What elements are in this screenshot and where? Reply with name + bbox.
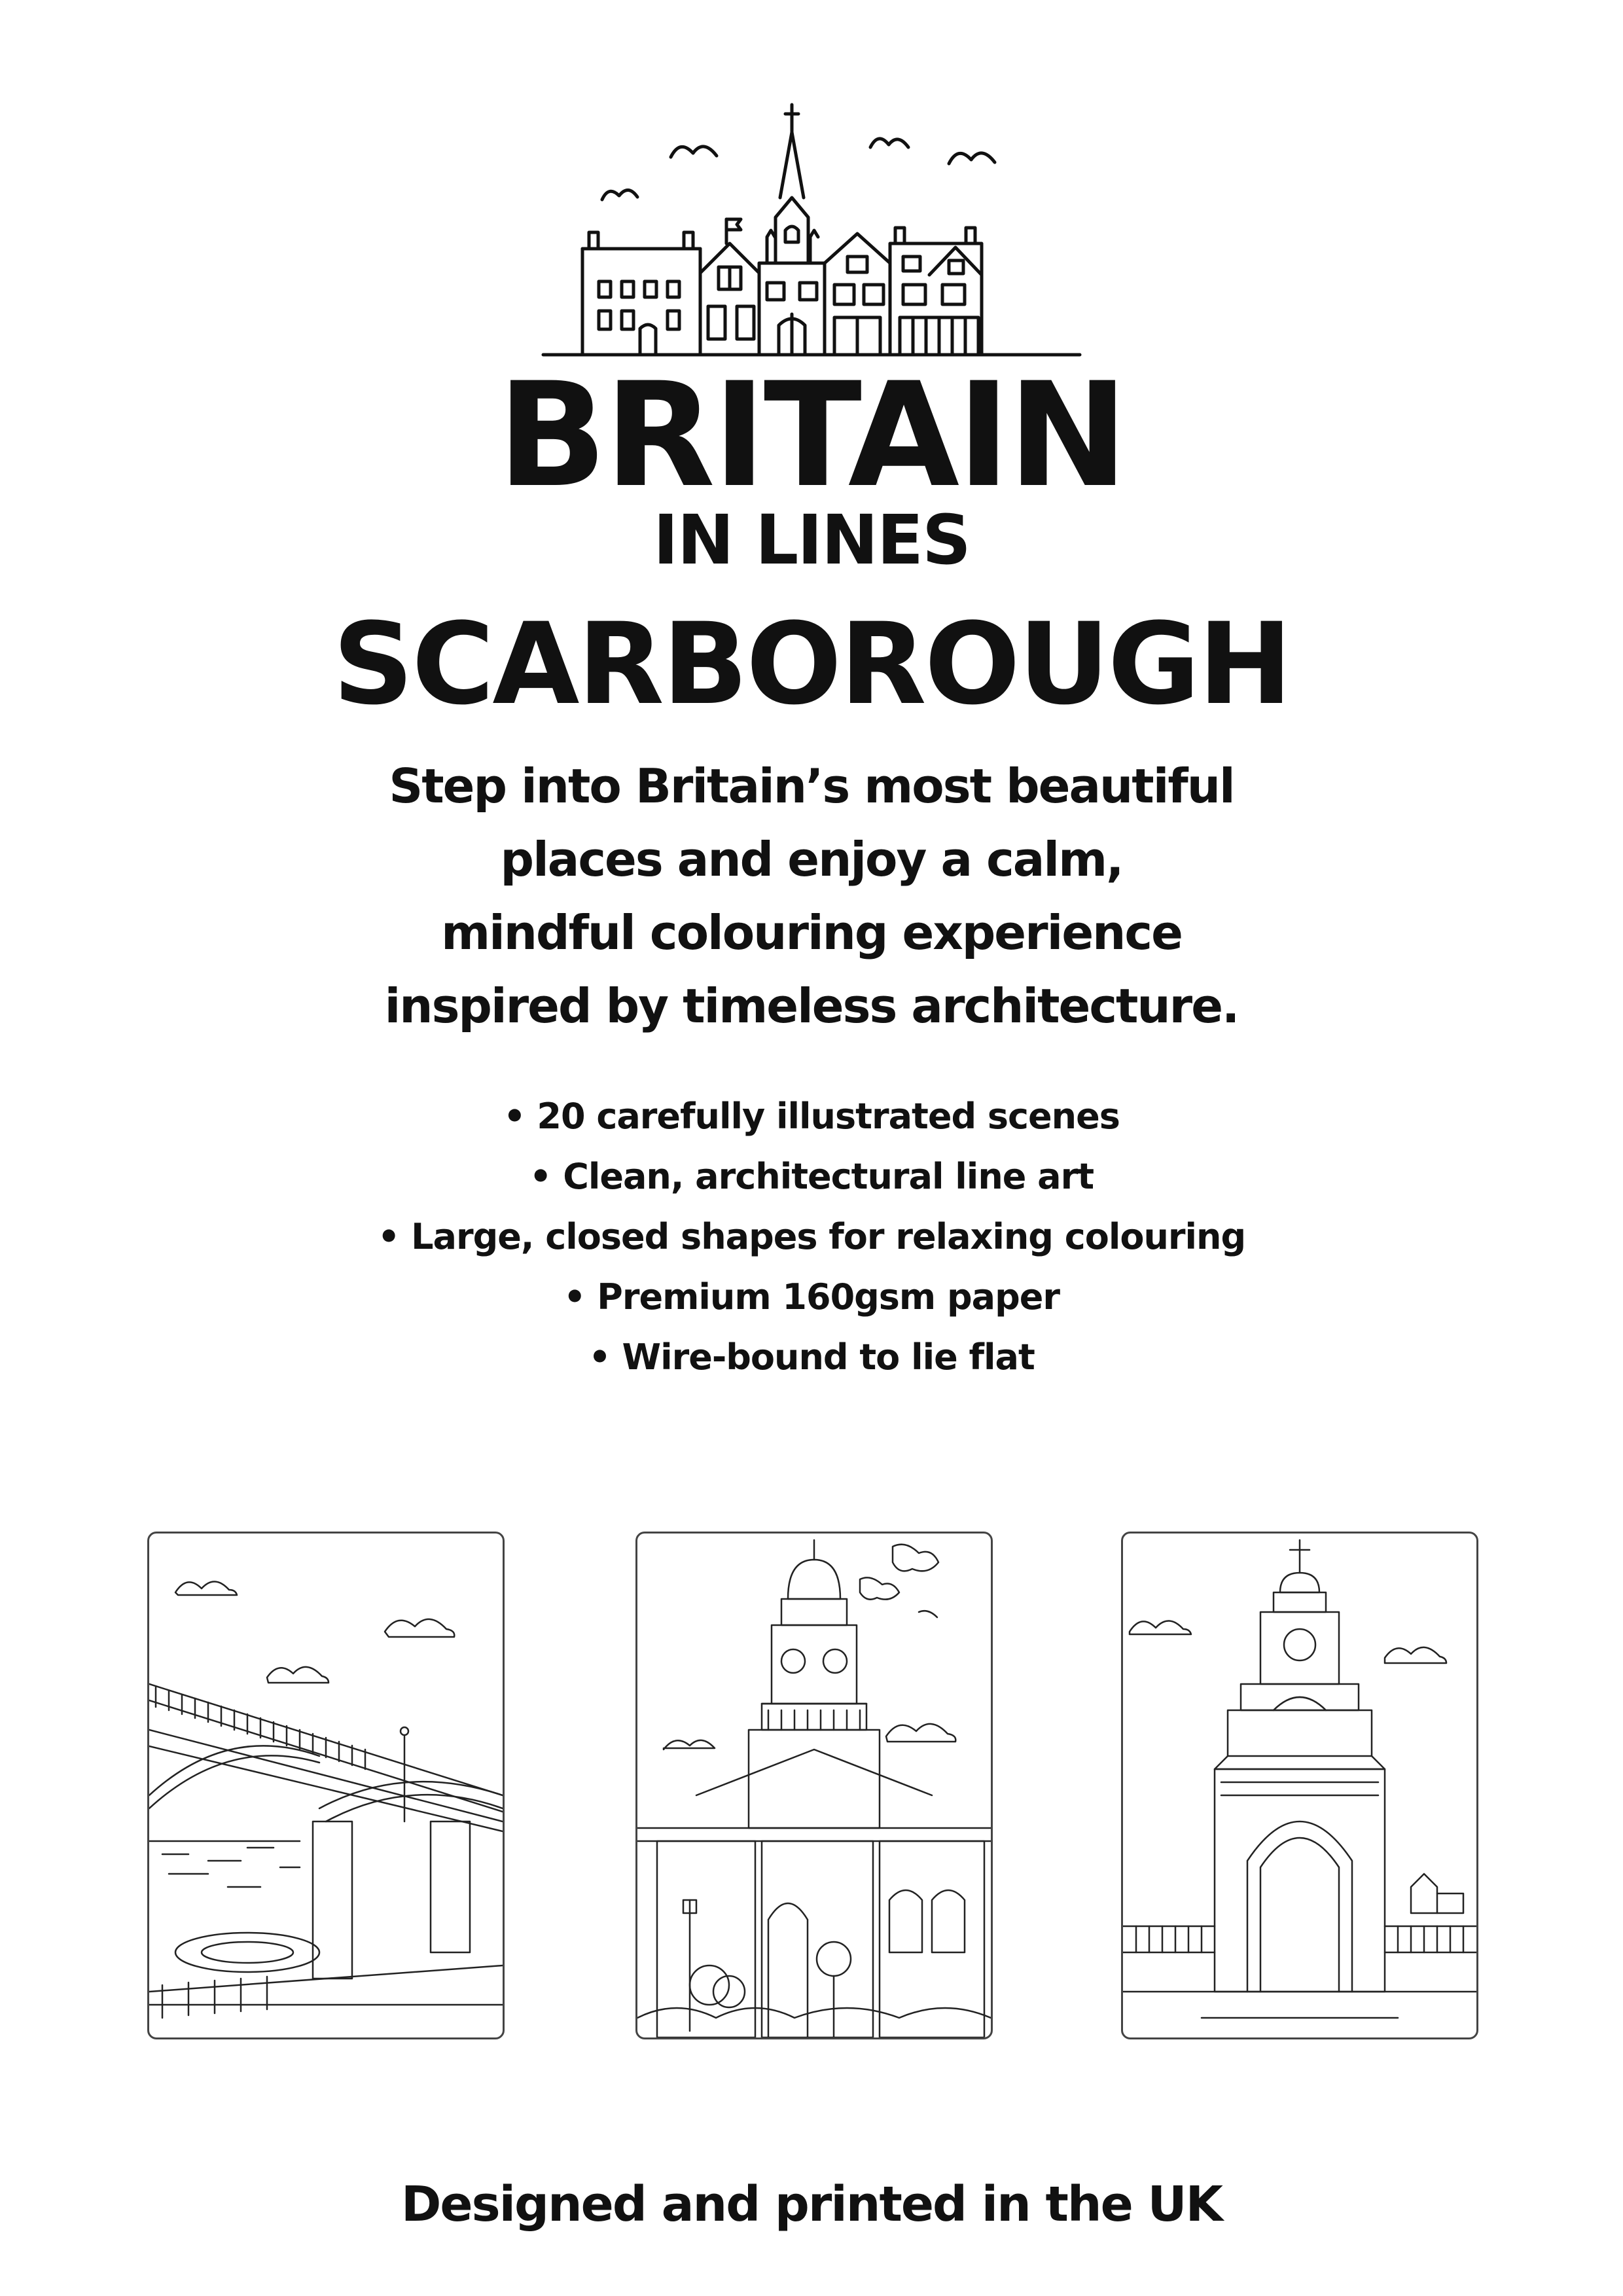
tagline-line: mindful colouring experience xyxy=(441,905,1182,960)
feature-item: • Wire-bound to lie flat xyxy=(588,1336,1035,1378)
town-skyline-icon xyxy=(537,85,1086,360)
preview-page-clock-building xyxy=(635,1532,993,2039)
tagline-line: places and enjoy a calm, xyxy=(500,832,1123,887)
feature-item: • Large, closed shapes for relaxing colouring xyxy=(377,1216,1246,1257)
feature-item: • Premium 160gsm paper xyxy=(563,1276,1060,1318)
brand-title: BRITAIN xyxy=(497,351,1126,519)
preview-page-bridge xyxy=(147,1532,505,2039)
preview-page-clock-arch xyxy=(1121,1532,1478,2039)
bridge-illustration-icon xyxy=(149,1534,503,2037)
footer-text: Designed and printed in the UK xyxy=(401,2176,1222,2233)
tagline-line: inspired by timeless architecture. xyxy=(384,978,1239,1033)
feature-item: • 20 carefully illustrated scenes xyxy=(503,1096,1120,1137)
tagline xyxy=(196,749,1427,1043)
tagline-line: Step into Britain’s most beautiful xyxy=(389,759,1234,814)
clock-tower-building-illustration-icon xyxy=(637,1534,991,2037)
feature-item: • Clean, architectural line art xyxy=(529,1156,1094,1197)
brand-subtitle: IN LINES xyxy=(653,500,970,580)
clock-tower-arch-illustration-icon xyxy=(1123,1534,1476,2037)
feature-list xyxy=(196,1086,1427,1388)
place-title: SCARBOROUGH xyxy=(332,598,1291,730)
